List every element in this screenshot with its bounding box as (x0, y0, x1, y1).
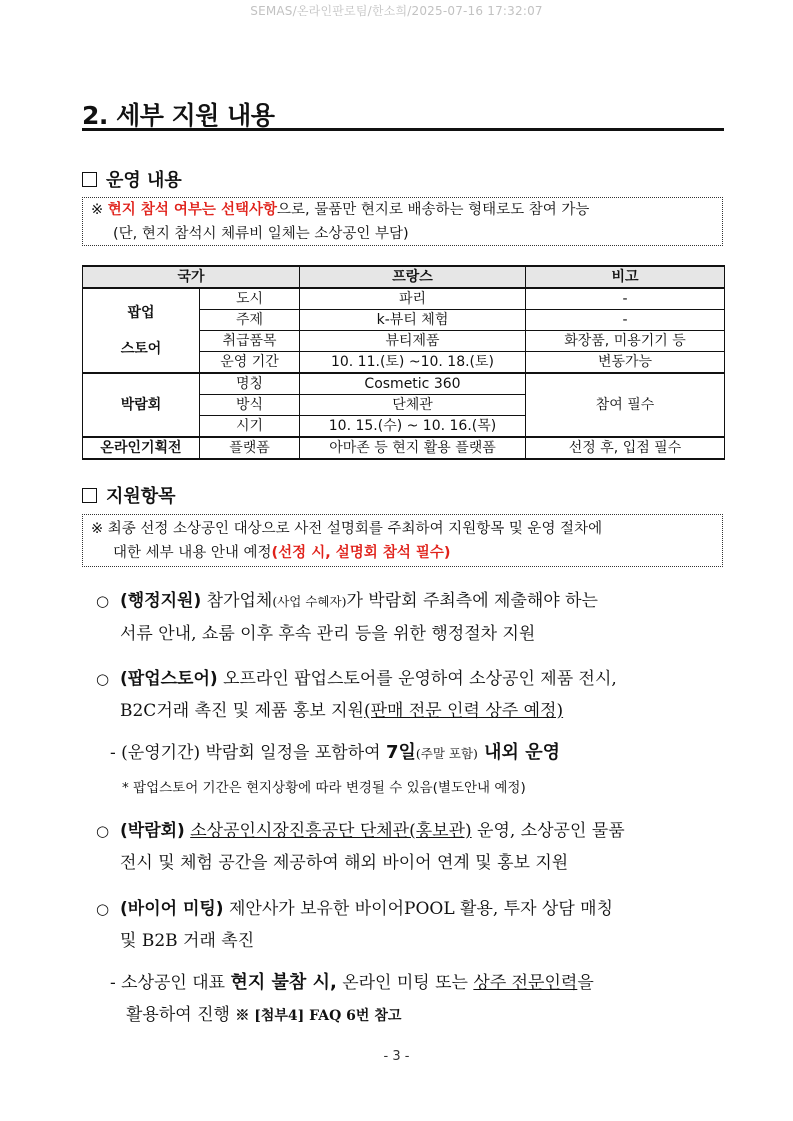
online-label: 온라인기획전 (83, 437, 200, 459)
circle-bullet-icon: ○ (96, 670, 110, 688)
note-line2-red: (선정 시, 설명회 참석 필수) (271, 545, 451, 561)
table-cell: 뷰티제품 (300, 331, 526, 352)
table-cell: k-뷰티 체험 (300, 310, 526, 331)
note-red-text: 현지 참석 여부는 선택사항 (107, 202, 277, 218)
faq-reference: ※ [첨부4] FAQ 6번 참고 (235, 1008, 402, 1024)
table-row (83, 288, 725, 310)
support-item-buyer (96, 893, 726, 957)
expo-note: 참여 필수 (526, 373, 725, 437)
section-title: 2. 세부 지원 내용 (82, 101, 275, 130)
item-small-text: (주말 포함) (415, 746, 478, 761)
buyer-sub-item (110, 967, 726, 1032)
table-cell: 운영 기간 (200, 352, 300, 374)
table-cell: 도시 (200, 288, 300, 310)
table-cell: - (526, 310, 725, 331)
item-text: 소상공인 대표 (121, 973, 231, 993)
header-france: 프랑스 (300, 266, 526, 288)
note-line2-text: 대한 세부 내용 안내 예정 (113, 545, 272, 561)
support-heading-text: 지원항목 (106, 486, 176, 507)
table-row (83, 437, 725, 459)
table-cell: 플랫폼 (200, 437, 300, 459)
item-text: 서류 안내, 쇼룸 이후 후속 관리 등을 위한 행정절차 지원 (120, 624, 536, 644)
item-text: 전시 및 체험 공간을 제공하여 해외 바이어 연계 및 홍보 지원 (120, 853, 569, 873)
item-underlined-text: 소상공인시장진흥공단 단체관(홍보관) (190, 821, 472, 841)
popup-label: 팝업 스토어 (83, 288, 200, 373)
item-bold-text: 내외 운영 (477, 742, 560, 763)
table-cell: - (526, 288, 725, 310)
table-cell: 파리 (300, 288, 526, 310)
item-text: 온라인 미팅 또는 (336, 973, 474, 993)
item-text: B2C거래 촉진 및 제품 홍보 지원 (120, 701, 364, 721)
note-mark: ※ (91, 202, 104, 218)
operation-table (82, 265, 725, 460)
table-cell: 아마존 등 현지 활용 플랫폼 (300, 437, 526, 459)
buyer-sub-line2 (110, 999, 726, 1032)
table-cell: 주제 (200, 310, 300, 331)
item-text: 가 박람회 주최측에 제출해야 하는 (346, 591, 598, 611)
item-bold-text: 7일 (385, 742, 416, 763)
item-underlined-text: (판매 전문 인력 상주 예정) (363, 701, 564, 721)
table-cell: 명칭 (200, 373, 300, 395)
item-bold-text: 현지 불참 시, (230, 972, 337, 993)
support-item-popup (96, 663, 726, 727)
watermark: SEMAS/온라인판로팀/한소희/2025-07-16 17:32:07 (250, 4, 543, 18)
operation-note-line1 (91, 198, 722, 222)
item-title: (행정지원) (120, 591, 202, 611)
operation-heading (82, 166, 182, 192)
popup-period (110, 737, 726, 770)
operation-note-box (82, 197, 723, 246)
dash-bullet: - (110, 973, 116, 993)
support-item-admin (96, 585, 726, 650)
page-number: - 3 - (383, 1049, 410, 1064)
table-cell: 단체관 (300, 395, 526, 416)
table-cell: 선정 후, 입점 필수 (526, 437, 725, 459)
circle-bullet-icon: ○ (96, 822, 110, 840)
item-text: 오프라인 팝업스토어를 운영하여 소상공인 제품 전시, (223, 669, 617, 689)
item-text: 제안사가 보유한 바이어POOL 활용, 투자 상담 매칭 (228, 899, 614, 919)
table-cell: 화장품, 미용기기 등 (526, 331, 725, 352)
square-bullet-icon (82, 172, 97, 187)
operation-heading-text: 운영 내용 (106, 170, 182, 191)
item-text: 참가업체 (206, 591, 273, 611)
header-country: 국가 (83, 266, 300, 288)
item-line2 (96, 695, 726, 727)
table-cell: 시기 (200, 416, 300, 438)
table-cell: 취급품목 (200, 331, 300, 352)
item-text: (운영기간) 박람회 일정을 포함하여 (121, 743, 386, 763)
support-note-line1 (91, 517, 722, 541)
table-header-row (83, 266, 725, 288)
item-underlined-text: 상주 전문인력 (473, 973, 578, 993)
item-small-text: (사업 수혜자) (272, 594, 347, 609)
note-rest-text: 으로, 물품만 현지로 배송하는 형태로도 참여 가능 (277, 202, 590, 218)
support-item-expo (96, 815, 726, 879)
item-title: (바이어 미팅) (120, 899, 224, 919)
table-cell: Cosmetic 360 (300, 373, 526, 395)
header-note: 비고 (526, 266, 725, 288)
square-bullet-icon (82, 488, 97, 503)
note-mark: ※ (91, 521, 104, 537)
support-note-line2 (91, 541, 722, 565)
table-row (83, 373, 725, 395)
operation-note-line2: (단, 현지 참석시 체류비 일체는 소상공인 부담) (113, 226, 409, 242)
item-text: 활용하여 진행 (126, 1005, 236, 1025)
item-title: (박람회) (120, 821, 185, 841)
section-title-rule (82, 128, 724, 131)
popup-star-note: * 팝업스토어 기간은 현지상황에 따라 변경될 수 있음(별도안내 예정) (122, 780, 526, 796)
table-cell: 변동가능 (526, 352, 725, 374)
item-title: (팝업스토어) (120, 669, 218, 689)
item-text: 운영, 소상공인 물품 (471, 821, 625, 841)
note-line1-text: 최종 선정 소상공인 대상으로 사전 설명회를 주최하여 지원항목 및 운영 절차에 (107, 521, 603, 537)
item-text: 및 B2B 거래 촉진 (120, 931, 255, 951)
table-cell: 10. 15.(수) ~ 10. 16.(목) (300, 416, 526, 438)
table-cell: 방식 (200, 395, 300, 416)
circle-bullet-icon: ○ (96, 900, 110, 918)
dash-bullet: - (110, 743, 116, 763)
table-cell: 10. 11.(토) ~10. 18.(토) (300, 352, 526, 374)
item-text: 을 (577, 973, 594, 993)
circle-bullet-icon: ○ (96, 592, 110, 610)
support-note-box (82, 514, 723, 567)
support-heading (82, 482, 176, 508)
expo-label: 박람회 (83, 373, 200, 437)
